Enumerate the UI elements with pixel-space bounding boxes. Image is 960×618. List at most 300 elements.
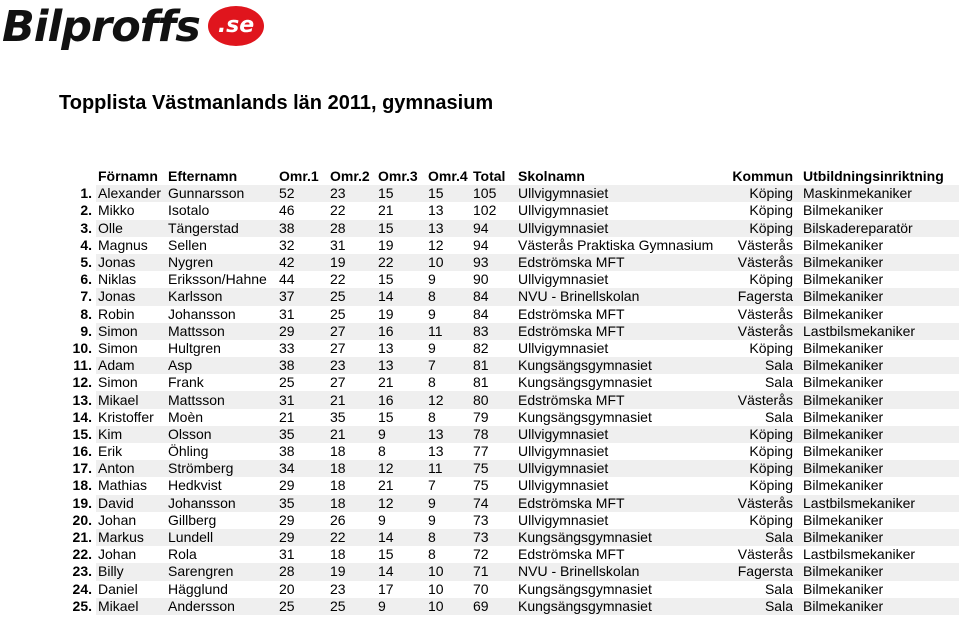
header-skolnamn: Skolnamn	[518, 168, 585, 185]
cell-program: Bilmekaniker	[803, 460, 959, 477]
cell-first-name: Kim	[96, 426, 168, 443]
cell-first-name: Adam	[96, 357, 168, 374]
cell-score-omr1: 35	[279, 426, 330, 443]
cell-score-omr4: 8	[428, 529, 473, 546]
cell-score-total: 90	[473, 271, 489, 288]
cell-school-name: Kungsängsgymnasiet	[518, 598, 723, 615]
table-row	[59, 271, 959, 288]
cell-municipality: Västerås	[737, 305, 793, 322]
cell-rank: 2.	[80, 202, 92, 219]
cell-score-total: 79	[473, 408, 489, 425]
table-row	[59, 546, 959, 563]
cell-school-name: Edströmska MFT	[518, 323, 723, 340]
table-row	[59, 443, 959, 460]
cell-municipality: Sala	[764, 374, 793, 391]
cell-score-total: 93	[473, 254, 518, 271]
cell-score-omr4: 13	[428, 426, 473, 443]
cell-score-omr4: 13	[428, 202, 444, 219]
cell-first-name: David	[96, 495, 168, 512]
cell-rank: 8.	[80, 305, 92, 322]
table-row	[59, 374, 959, 391]
cell-rank: 14.	[72, 408, 92, 425]
cell-rank: 21.	[59, 529, 96, 546]
cell-score-omr4: 8	[428, 374, 436, 391]
table-row	[59, 598, 959, 615]
cell-first-name: Kristoffer	[98, 408, 154, 425]
cell-first-name: Jonas	[96, 288, 168, 305]
cell-first-name: Jonas	[96, 254, 168, 271]
cell-school-name: Edströmska MFT	[518, 546, 625, 563]
cell-score-omr3: 14	[378, 529, 428, 546]
cell-last-name: Isotalo	[168, 202, 210, 219]
cell-score-omr2: 19	[330, 563, 378, 580]
cell-rank: 23.	[59, 563, 96, 580]
cell-first-name: Mikael	[96, 391, 168, 408]
cell-score-omr1: 20	[279, 580, 295, 597]
table-row	[59, 237, 959, 254]
cell-program: Bilmekaniker	[803, 580, 884, 597]
cell-municipality: Köping	[749, 477, 793, 494]
cell-rank: 15.	[59, 426, 96, 443]
cell-score-omr2: 28	[330, 220, 378, 237]
cell-rank: 1.	[59, 185, 96, 202]
cell-score-omr4: 11	[428, 323, 473, 340]
table-row	[59, 323, 959, 340]
cell-score-total: 84	[473, 288, 518, 305]
cell-rank: 17.	[59, 460, 96, 477]
cell-first-name: Niklas	[98, 271, 137, 288]
cell-score-total: 83	[473, 323, 518, 340]
cell-rank: 3.	[59, 220, 96, 237]
cell-score-omr2: 27	[330, 339, 346, 356]
logo-wordmark: Bilproffs	[2, 2, 200, 52]
cell-score-omr2: 31	[330, 236, 346, 253]
table-row	[59, 340, 959, 357]
cell-municipality: Fagersta	[723, 563, 803, 580]
cell-score-omr4: 13	[428, 220, 473, 237]
cell-score-omr1: 44	[279, 271, 295, 288]
header-omr2: Omr.2	[330, 168, 370, 185]
cell-score-omr1: 25	[279, 598, 330, 615]
cell-score-omr4: 9	[428, 495, 473, 512]
cell-first-name: Mikko	[98, 202, 135, 219]
cell-last-name: Karlsson	[168, 288, 279, 305]
cell-score-omr2: 21	[330, 426, 378, 443]
cell-score-omr2: 23	[330, 357, 378, 374]
cell-school-name: Ullvigymnasiet	[518, 460, 723, 477]
cell-score-omr4: 12	[428, 236, 444, 253]
cell-last-name: Rola	[168, 546, 197, 563]
cell-school-name: Ullvigymnasiet	[518, 443, 609, 460]
cell-score-omr3: 19	[378, 236, 394, 253]
cell-school-name: Ullvigymnasiet	[518, 271, 609, 288]
cell-municipality: Fagersta	[723, 288, 803, 305]
cell-score-omr3: 13	[378, 357, 428, 374]
cell-program: Bilmekaniker	[803, 426, 959, 443]
cell-score-total: 75	[473, 460, 518, 477]
cell-program: Bilmekaniker	[803, 339, 884, 356]
cell-first-name: Robin	[98, 305, 135, 322]
cell-score-omr2: 23	[330, 580, 346, 597]
cell-rank: 13.	[59, 391, 96, 408]
cell-score-omr3: 8	[378, 443, 386, 460]
cell-score-omr1: 29	[279, 323, 330, 340]
cell-last-name: Johansson	[168, 305, 236, 322]
cell-municipality: Köping	[749, 443, 793, 460]
cell-last-name: Sellen	[168, 236, 207, 253]
cell-score-total: 71	[473, 563, 518, 580]
cell-program: Bilmekaniker	[803, 202, 884, 219]
cell-school-name: Ullvigymnasiet	[518, 185, 723, 202]
table-row	[59, 563, 959, 580]
cell-school-name: Edströmska MFT	[518, 391, 723, 408]
table-row	[59, 426, 959, 443]
cell-municipality: Västerås	[723, 391, 803, 408]
table-row	[59, 409, 959, 426]
cell-score-omr3: 14	[378, 563, 428, 580]
cell-score-omr3: 15	[378, 546, 394, 563]
cell-score-total: 94	[473, 236, 489, 253]
cell-score-omr1: 29	[279, 529, 330, 546]
cell-school-name: Kungsängsgymnasiet	[518, 529, 723, 546]
cell-municipality: Västerås	[723, 254, 803, 271]
cell-score-omr1: 31	[279, 546, 295, 563]
cell-score-omr4: 9	[428, 271, 436, 288]
cell-program: Bilskadereparatör	[803, 220, 959, 237]
cell-score-omr1: 34	[279, 460, 330, 477]
cell-score-omr3: 9	[378, 511, 386, 528]
cell-program: Bilmekaniker	[803, 563, 959, 580]
cell-rank: 5.	[59, 254, 96, 271]
cell-last-name: Johansson	[168, 495, 279, 512]
cell-rank: 11.	[59, 357, 96, 374]
cell-score-omr4: 7	[428, 477, 436, 494]
cell-score-total: 80	[473, 391, 518, 408]
cell-school-name: NVU - Brinellskolan	[518, 288, 723, 305]
cell-score-omr2: 27	[330, 323, 378, 340]
header-fornamn: Förnamn	[98, 168, 158, 185]
cell-municipality: Sala	[723, 598, 803, 615]
table-row	[59, 220, 959, 237]
cell-first-name: Magnus	[98, 236, 148, 253]
cell-score-total: 73	[473, 511, 489, 528]
cell-program: Maskinmekaniker	[803, 185, 959, 202]
cell-score-omr2: 27	[330, 374, 346, 391]
cell-school-name: Ullvigymnasiet	[518, 339, 609, 356]
cell-first-name: Daniel	[98, 580, 138, 597]
cell-first-name: Markus	[96, 529, 168, 546]
cell-last-name: Asp	[168, 357, 279, 374]
cell-program: Bilmekaniker	[803, 529, 959, 546]
cell-first-name: Mikael	[96, 598, 168, 615]
cell-program: Bilmekaniker	[803, 288, 959, 305]
cell-municipality: Köping	[749, 271, 793, 288]
cell-score-omr4: 9	[428, 339, 436, 356]
cell-rank: 10.	[72, 339, 92, 356]
cell-program: Bilmekaniker	[803, 254, 959, 271]
cell-school-name: Edströmska MFT	[518, 305, 625, 322]
cell-first-name: Erik	[98, 443, 123, 460]
cell-score-omr3: 9	[378, 426, 428, 443]
cell-score-omr1: 31	[279, 391, 330, 408]
cell-score-omr2: 25	[330, 288, 378, 305]
cell-program: Bilmekaniker	[803, 374, 884, 391]
cell-score-omr3: 12	[378, 460, 428, 477]
table-row	[59, 254, 959, 271]
table-row	[59, 460, 959, 477]
cell-score-omr4: 15	[428, 185, 473, 202]
cell-score-omr4: 10	[428, 598, 473, 615]
cell-score-total: 72	[473, 546, 489, 563]
cell-school-name: Kungsängsgymnasiet	[518, 357, 723, 374]
cell-school-name: NVU - Brinellskolan	[518, 563, 723, 580]
cell-school-name: Ullvigymnasiet	[518, 220, 723, 237]
cell-rank: 16.	[72, 443, 92, 460]
cell-school-name: Edströmska MFT	[518, 254, 723, 271]
cell-first-name: Johan	[98, 546, 137, 563]
cell-score-omr1: 52	[279, 185, 330, 202]
cell-score-omr1: 35	[279, 495, 330, 512]
table-row	[59, 477, 959, 494]
cell-program: Bilmekaniker	[803, 391, 959, 408]
page-title: Topplista Västmanlands län 2011, gymnasium	[59, 92, 494, 114]
header-efternamn: Efternamn	[168, 168, 238, 185]
cell-last-name: Moèn	[168, 408, 204, 425]
table-body	[59, 185, 959, 615]
cell-score-omr4: 7	[428, 357, 473, 374]
cell-municipality: Sala	[723, 357, 803, 374]
logo-tld-badge: .se	[208, 6, 264, 46]
cell-municipality: Västerås	[737, 546, 793, 563]
cell-last-name: Olsson	[168, 426, 279, 443]
header-utbildning: Utbildningsinriktning	[803, 168, 944, 185]
cell-rank: 25.	[59, 598, 96, 615]
cell-first-name: Anton	[96, 460, 168, 477]
cell-score-omr2: 18	[330, 477, 346, 494]
cell-score-omr3: 15	[378, 408, 394, 425]
cell-score-omr2: 18	[330, 443, 346, 460]
cell-program: Lastbilsmekaniker	[803, 323, 959, 340]
cell-score-omr3: 9	[378, 598, 428, 615]
cell-municipality: Köping	[723, 426, 803, 443]
cell-score-omr1: 21	[279, 408, 295, 425]
cell-last-name: Andersson	[168, 598, 279, 615]
cell-score-omr2: 26	[330, 511, 346, 528]
cell-score-omr2: 18	[330, 495, 378, 512]
cell-last-name: Hedkvist	[168, 477, 222, 494]
cell-last-name: Mattsson	[168, 391, 279, 408]
table-header-row	[59, 168, 959, 185]
cell-score-omr1: 29	[279, 477, 295, 494]
cell-municipality: Köping	[723, 185, 803, 202]
cell-rank: 19.	[59, 495, 96, 512]
cell-rank: 9.	[59, 323, 96, 340]
header-kommun: Kommun	[732, 168, 793, 185]
cell-program: Bilmekaniker	[803, 511, 884, 528]
cell-rank: 24.	[72, 580, 92, 597]
cell-score-omr1: 37	[279, 288, 330, 305]
table-row	[59, 288, 959, 305]
cell-program: Bilmekaniker	[803, 477, 884, 494]
cell-last-name: Sarengren	[168, 563, 279, 580]
cell-school-name: Edströmska MFT	[518, 495, 723, 512]
cell-score-total: 75	[473, 477, 489, 494]
cell-rank: 4.	[80, 236, 92, 253]
cell-score-omr4: 9	[428, 511, 436, 528]
results-table	[59, 168, 959, 615]
cell-score-total: 69	[473, 598, 518, 615]
cell-score-total: 102	[473, 202, 497, 219]
cell-last-name: Öhling	[168, 443, 209, 460]
cell-municipality: Sala	[764, 580, 793, 597]
cell-score-omr4: 9	[428, 305, 436, 322]
table-row	[59, 185, 959, 202]
header-omr3: Omr.3	[378, 168, 418, 185]
cell-score-omr3: 22	[378, 254, 428, 271]
cell-score-omr3: 21	[378, 374, 394, 391]
cell-score-omr4: 8	[428, 408, 436, 425]
cell-last-name: Lundell	[168, 529, 279, 546]
cell-score-omr4: 8	[428, 288, 473, 305]
cell-score-omr2: 22	[330, 271, 346, 288]
cell-first-name: Mathias	[98, 477, 148, 494]
cell-program: Bilmekaniker	[803, 236, 884, 253]
cell-score-total: 81	[473, 374, 489, 391]
cell-score-omr2: 25	[330, 305, 346, 322]
cell-last-name: Gunnarsson	[168, 185, 279, 202]
cell-score-omr3: 16	[378, 323, 428, 340]
table-row	[59, 357, 959, 374]
cell-rank: 18.	[72, 477, 92, 494]
cell-school-name: Ullvigymnasiet	[518, 202, 609, 219]
cell-school-name: Ullvigymnasiet	[518, 477, 609, 494]
cell-score-total: 77	[473, 443, 489, 460]
cell-score-omr1: 38	[279, 443, 295, 460]
cell-school-name: Kungsängsgymnasiet	[518, 374, 652, 391]
cell-rank: 20.	[72, 511, 92, 528]
cell-score-total: 70	[473, 580, 489, 597]
cell-score-omr4: 11	[428, 460, 473, 477]
cell-last-name: Strömberg	[168, 460, 279, 477]
cell-first-name: Simon	[98, 339, 138, 356]
cell-score-omr1: 42	[279, 254, 330, 271]
cell-score-total: 84	[473, 305, 489, 322]
cell-last-name: Hultgren	[168, 339, 221, 356]
cell-municipality: Västerås	[737, 236, 793, 253]
cell-school-name: Ullvigymnasiet	[518, 426, 723, 443]
cell-rank: 7.	[59, 288, 96, 305]
cell-score-omr2: 19	[330, 254, 378, 271]
cell-municipality: Köping	[749, 202, 793, 219]
cell-last-name: Mattsson	[168, 323, 279, 340]
cell-score-total: 78	[473, 426, 518, 443]
cell-score-omr2: 22	[330, 529, 378, 546]
cell-score-omr2: 18	[330, 460, 378, 477]
cell-score-omr3: 12	[378, 495, 428, 512]
cell-score-total: 73	[473, 529, 518, 546]
cell-score-omr4: 13	[428, 443, 444, 460]
cell-score-omr3: 13	[378, 339, 394, 356]
cell-program: Lastbilsmekaniker	[803, 546, 916, 563]
cell-score-omr1: 28	[279, 563, 330, 580]
cell-last-name: Nygren	[168, 254, 279, 271]
cell-program: Bilmekaniker	[803, 305, 884, 322]
cell-score-omr4: 8	[428, 546, 436, 563]
cell-score-omr2: 23	[330, 185, 378, 202]
cell-school-name: Västerås Praktiska Gymnasium	[518, 236, 714, 253]
cell-first-name: Alexander	[96, 185, 168, 202]
cell-first-name: Olle	[96, 220, 168, 237]
cell-score-omr1: 32	[279, 236, 295, 253]
cell-score-omr3: 14	[378, 288, 428, 305]
cell-score-omr4: 10	[428, 580, 444, 597]
cell-program: Bilmekaniker	[803, 357, 959, 374]
table-row	[59, 391, 959, 408]
cell-last-name: Tängerstad	[168, 220, 279, 237]
cell-rank: 22.	[72, 546, 92, 563]
cell-program: Bilmekaniker	[803, 408, 884, 425]
cell-municipality: Köping	[723, 460, 803, 477]
table-row	[59, 581, 959, 598]
cell-score-omr3: 19	[378, 305, 394, 322]
cell-school-name: Ullvigymnasiet	[518, 511, 609, 528]
cell-score-omr2: 35	[330, 408, 346, 425]
cell-score-omr3: 15	[378, 220, 428, 237]
cell-last-name: Frank	[168, 374, 204, 391]
cell-score-omr2: 18	[330, 546, 346, 563]
cell-score-omr2: 22	[330, 202, 346, 219]
cell-score-total: 81	[473, 357, 518, 374]
cell-score-omr3: 16	[378, 391, 428, 408]
cell-score-omr1: 25	[279, 374, 295, 391]
cell-score-omr3: 21	[378, 477, 394, 494]
header-total: Total	[473, 168, 506, 185]
cell-score-total: 94	[473, 220, 518, 237]
cell-first-name: Johan	[98, 511, 137, 528]
cell-municipality: Köping	[749, 339, 793, 356]
cell-program: Bilmekaniker	[803, 443, 884, 460]
cell-score-omr3: 15	[378, 271, 394, 288]
header-rank	[59, 168, 96, 185]
cell-score-omr2: 25	[330, 598, 378, 615]
cell-municipality: Västerås	[723, 495, 803, 512]
table-row	[59, 202, 959, 219]
cell-score-omr1: 38	[279, 220, 330, 237]
cell-rank: 6.	[80, 271, 92, 288]
cell-program: Bilmekaniker	[803, 598, 959, 615]
cell-score-omr4: 10	[428, 563, 473, 580]
cell-score-omr1: 31	[279, 305, 295, 322]
cell-program: Lastbilsmekaniker	[803, 495, 959, 512]
header-omr1: Omr.1	[279, 168, 319, 185]
cell-score-omr1: 46	[279, 202, 295, 219]
cell-last-name: Eriksson/Hahne	[168, 271, 267, 288]
cell-first-name: Billy	[96, 563, 168, 580]
cell-score-total: 74	[473, 495, 518, 512]
cell-first-name: Simon	[98, 374, 138, 391]
cell-school-name: Kungsängsgymnasiet	[518, 408, 652, 425]
cell-score-omr3: 21	[378, 202, 394, 219]
table-row	[59, 495, 959, 512]
bilproffs-logo	[0, 2, 268, 52]
header-omr4: Omr.4	[428, 168, 468, 185]
cell-municipality: Köping	[723, 220, 803, 237]
cell-program: Bilmekaniker	[803, 271, 884, 288]
cell-score-omr3: 17	[378, 580, 394, 597]
cell-rank: 12.	[72, 374, 92, 391]
table-row	[59, 529, 959, 546]
cell-municipality: Västerås	[723, 323, 803, 340]
